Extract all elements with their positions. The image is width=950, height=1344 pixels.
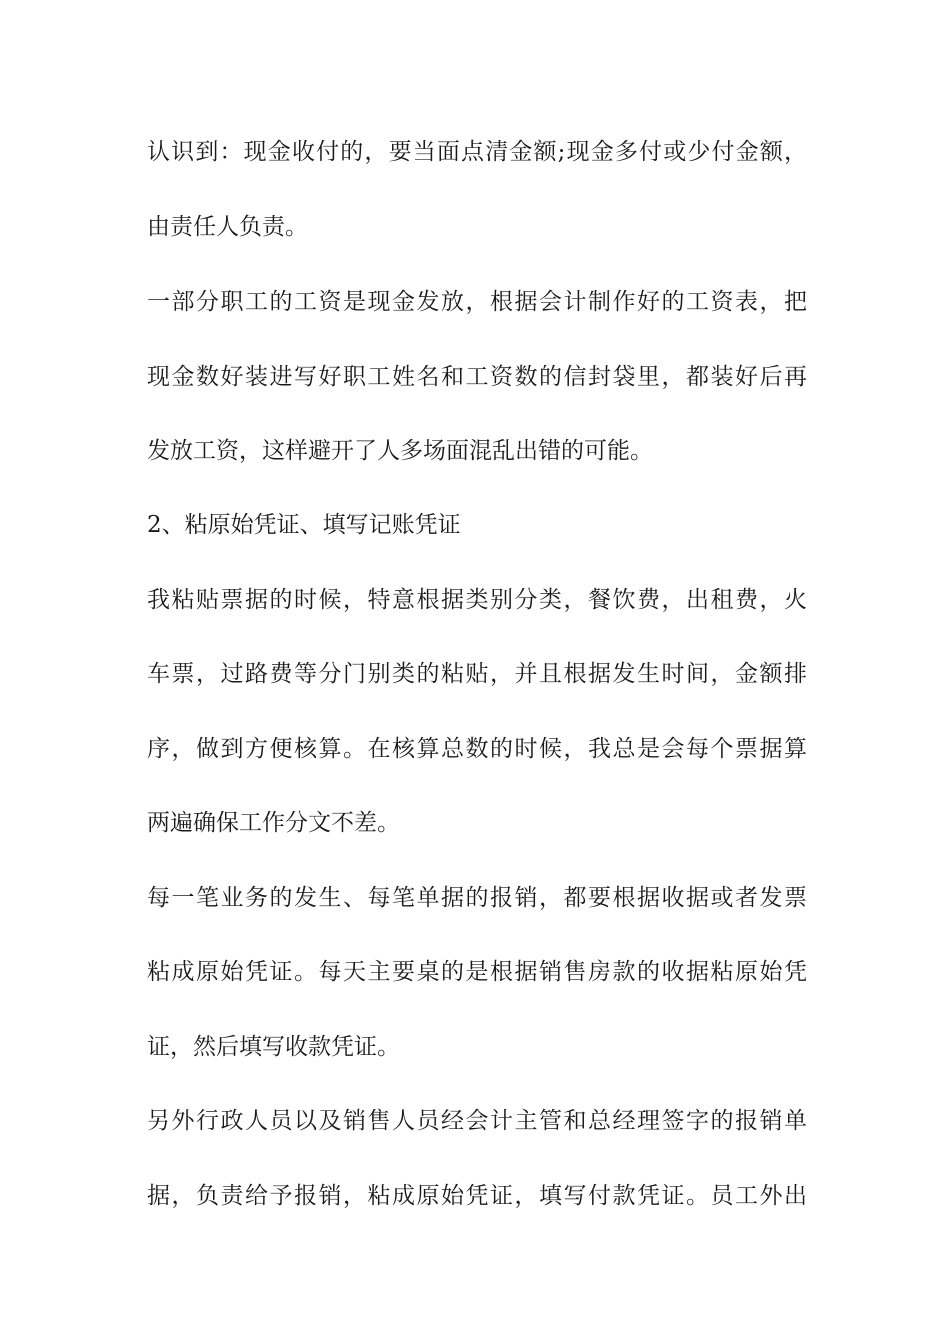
text-line: 两遍确保工作分文不差。 <box>147 810 400 836</box>
text-line: 一部分职工的工资是现金发放，根据会计制作好的工资表，把 <box>147 289 807 315</box>
text-line: 车票，过路费等分门别类的粘贴，并且根据发生时间，金额排 <box>147 661 807 687</box>
text-line: 另外行政人员以及销售人员经会计主管和总经理签字的报销单 <box>147 1108 807 1134</box>
text-line: 发放工资，这样避开了人多场面混乱出错的可能。 <box>147 438 653 464</box>
text-line: 现金数好装进写好职工姓名和工资数的信封袋里，都装好后再 <box>147 364 807 390</box>
text-line: 据，负责给予报销，粘成原始凭证，填写付款凭证。员工外出 <box>147 1183 807 1209</box>
text-line: 我粘贴票据的时候，特意根据类别分类，餐饮费，出租费，火 <box>147 587 807 613</box>
text-line: 每一笔业务的发生、每笔单据的报销，都要根据收据或者发票 <box>147 885 807 911</box>
text-line: 序，做到方便核算。在核算总数的时候，我总是会每个票据算 <box>147 736 807 762</box>
text-line: 认识到：现金收付的，要当面点清金额;现金多付或少付金额， <box>147 139 807 165</box>
text-line: 证，然后填写收款凭证。 <box>147 1034 400 1060</box>
section-heading: 2、粘原始凭证、填写记账凭证 <box>147 512 461 538</box>
text-line: 粘成原始凭证。每天主要桌的是根据销售房款的收据粘原始凭 <box>147 959 807 985</box>
text-line: 由责任人负责。 <box>147 214 308 240</box>
